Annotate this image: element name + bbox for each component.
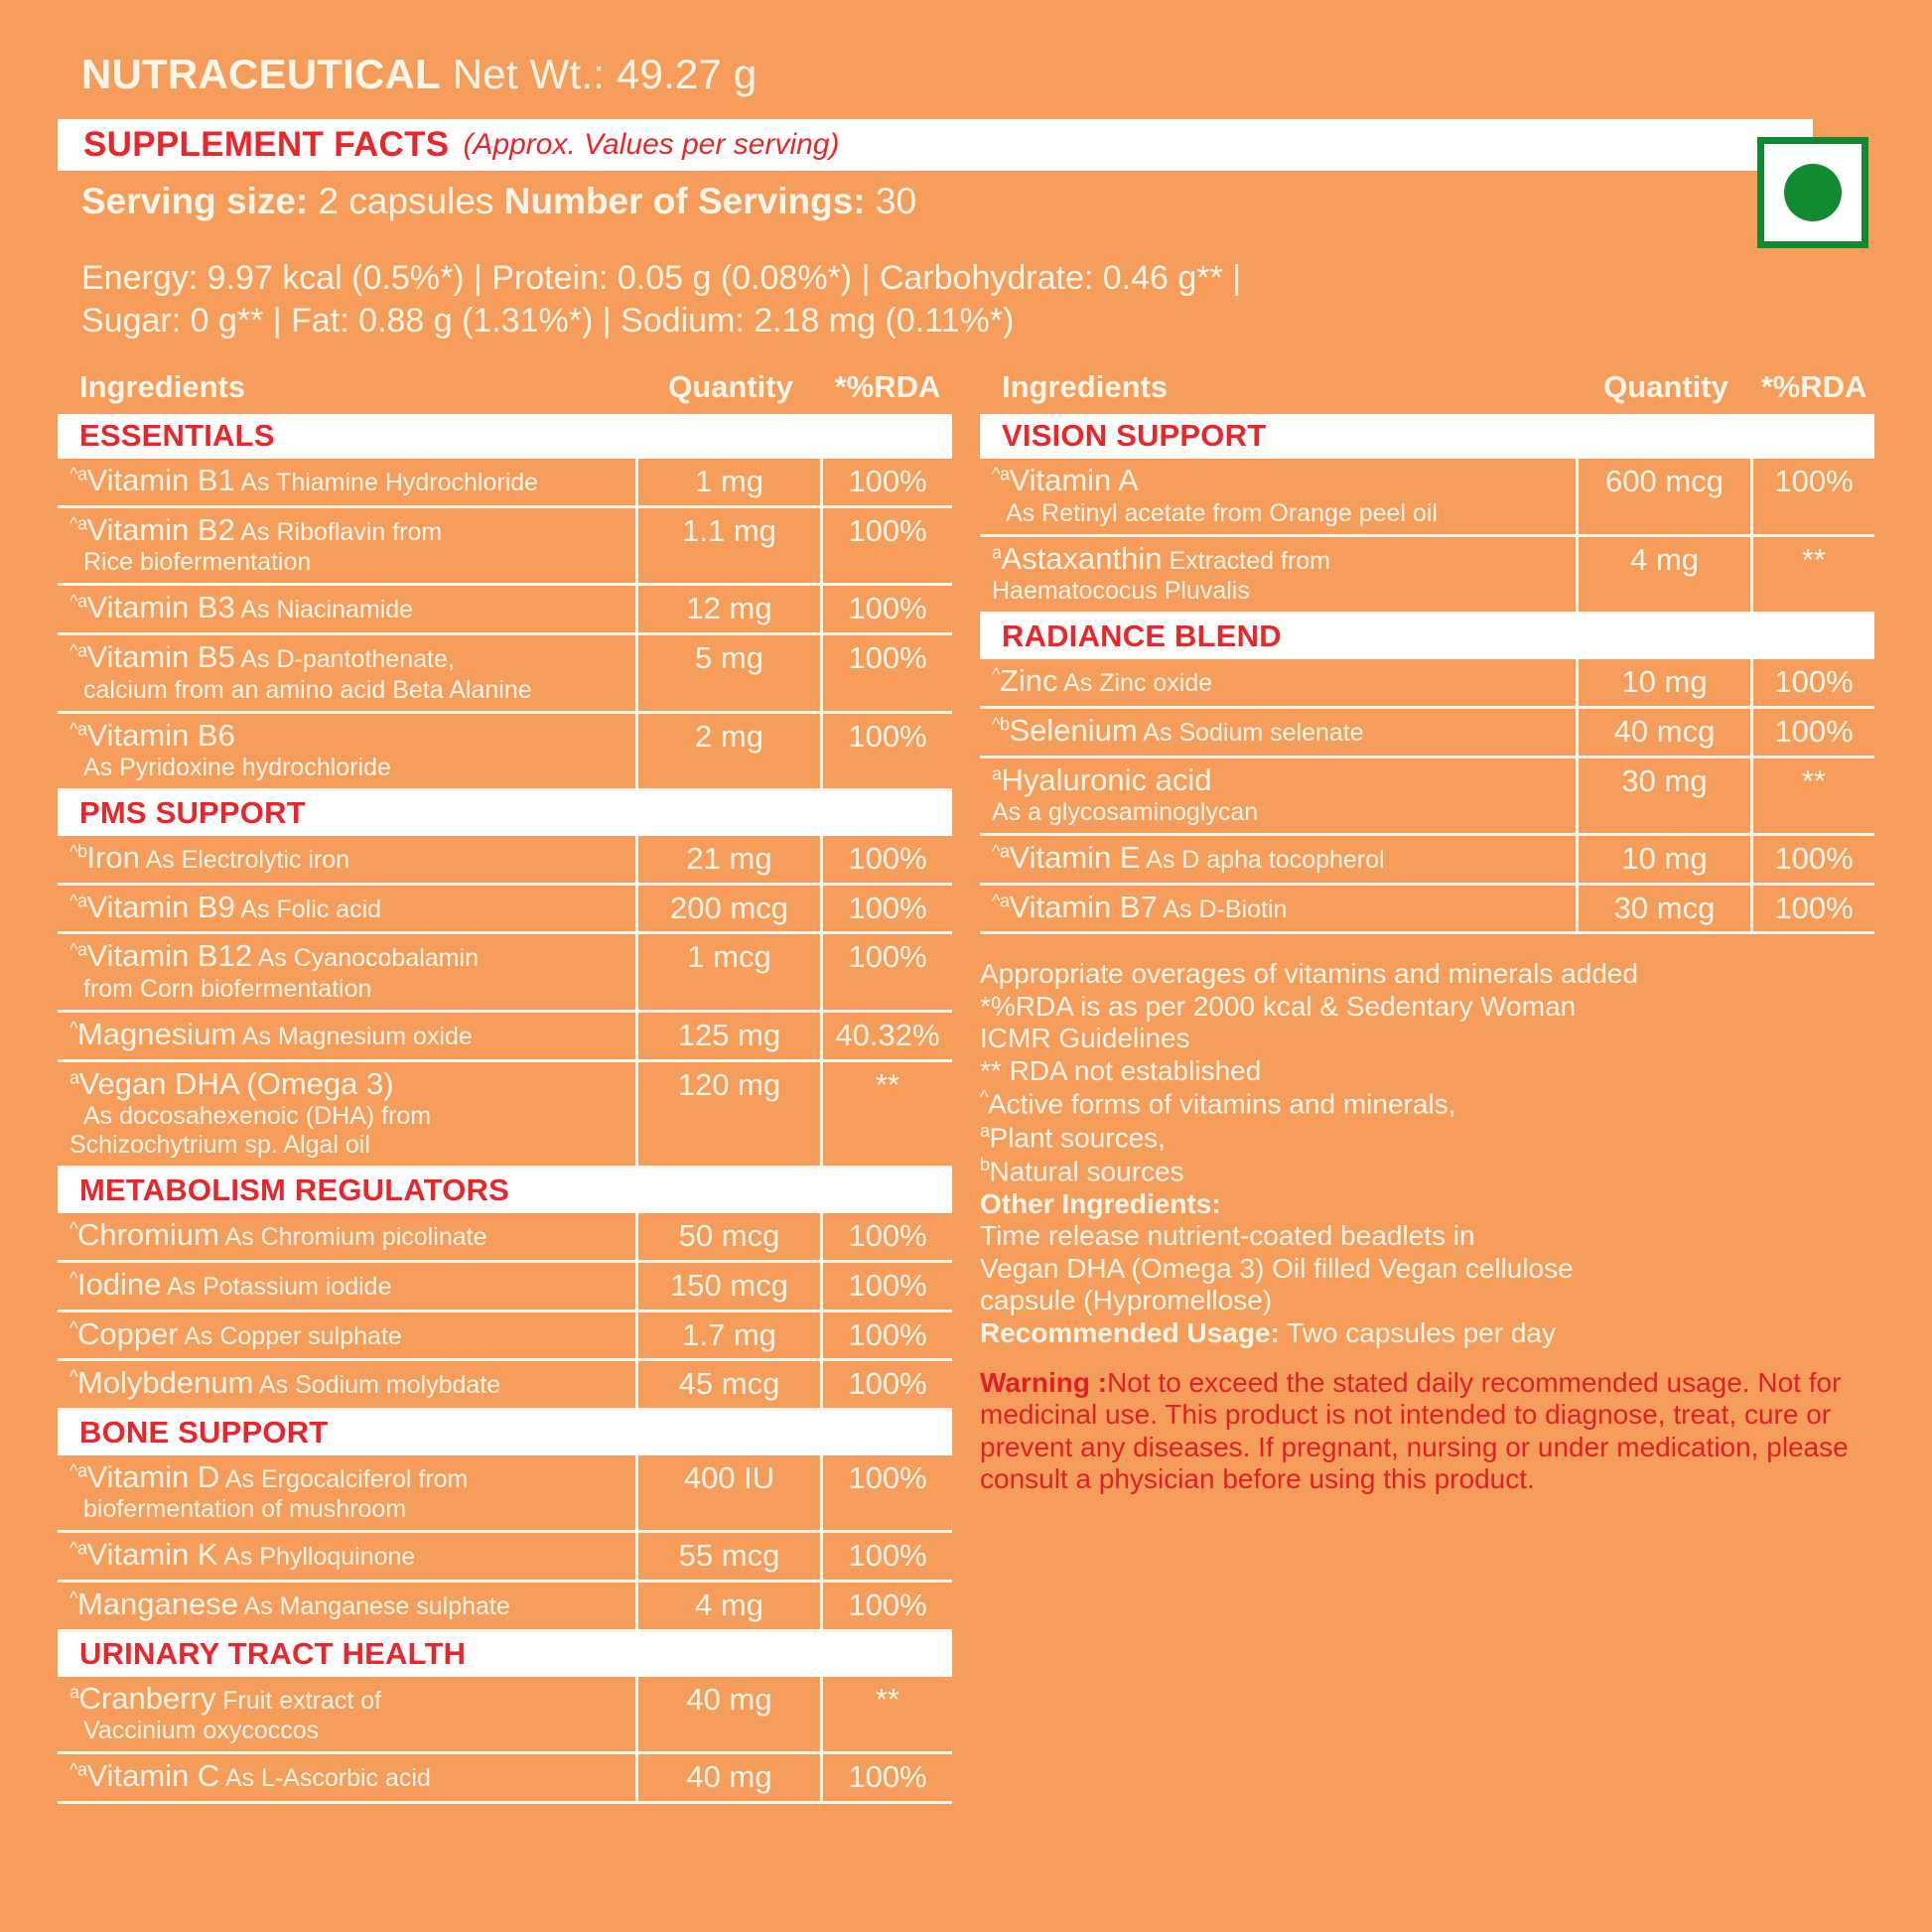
ingredient-name-cell [980, 759, 1579, 834]
ingredient-name: Magnesium [76, 1017, 237, 1051]
table-row [58, 586, 952, 635]
section-header [980, 615, 1874, 659]
ingredient-name-cell [58, 1213, 638, 1260]
header-ingredients-right: Ingredients [1002, 369, 1169, 404]
ingredient-description-line2: As docosahexenoic (DHA) from [83, 1102, 432, 1131]
rda-cell: 40.32% [835, 1018, 940, 1052]
nutrition-line-1: Energy: 9.97 kcal (0.5%*) | Protein: 0.05 g (0.08%*) | Carbohydrate: 0.46 g** | [81, 258, 1242, 297]
header-quantity-right: Quantity [1603, 369, 1728, 404]
ingredient-name: Copper [76, 1315, 179, 1351]
quantity-cell: 400 IU [638, 1455, 823, 1531]
source-marker-sup: ^ [69, 1316, 77, 1337]
ingredient-name-cell [58, 1361, 638, 1408]
ingredient-description: As Potassium iodide [161, 1272, 392, 1301]
source-marker-sup: ^b [69, 841, 87, 862]
ingredient-description: As Electrolytic iron [139, 846, 350, 875]
table-row [58, 836, 952, 886]
vegetarian-mark-icon [1757, 137, 1868, 248]
ingredient-description: As Sodium selenate [1137, 718, 1364, 747]
header-rda: *%RDA [834, 369, 941, 404]
quantity-cell: 30 mg [1579, 759, 1753, 834]
other-ingredients-line-2: Vegan DHA (Omega 3) Oil filled Vegan cellulose [980, 1252, 1574, 1284]
table-row [58, 934, 952, 1013]
quantity-cell: 1.7 mg [638, 1312, 823, 1359]
source-marker-sup: ^a [992, 891, 1010, 911]
ingredient-description: As Chromium picolinate [218, 1223, 487, 1252]
rda-cell: 100% [1774, 841, 1854, 877]
source-marker-sup: ^a [69, 464, 87, 484]
ingredient-name: Vitamin B3 [86, 590, 235, 625]
ingredient-description: As Riboflavin from [234, 517, 443, 546]
ingredient-name-cell [58, 1062, 638, 1167]
rda-cell: ** [1801, 762, 1827, 798]
ingredient-name: Hyaluronic acid [1001, 761, 1212, 797]
ingredient-name-cell [980, 709, 1579, 756]
serving-size-value: 2 capsules [318, 181, 494, 222]
ingredient-name: Iron [86, 840, 140, 876]
table-row [58, 1361, 952, 1411]
right-column-headers [980, 369, 1874, 414]
table-row [58, 886, 952, 935]
ingredient-description: As Manganese sulphate [237, 1592, 510, 1620]
ingredient-description-line3: Schizochytrium sp. Algal oil [69, 1131, 370, 1160]
product-category: NUTRACEUTICAL [81, 51, 441, 97]
source-marker-sup: a [69, 1066, 79, 1087]
section-title: RADIANCE BLEND [1002, 619, 1282, 654]
footnote-natural-sources [980, 1155, 1874, 1188]
quantity-cell: 1 mcg [638, 934, 823, 1010]
quantity-cell: 12 mg [638, 586, 823, 632]
table-row [58, 1312, 952, 1362]
source-marker-sup: ^ [69, 1366, 77, 1387]
table-row [58, 1754, 952, 1804]
ingredient-name-cell [58, 886, 638, 932]
ingredient-description: As Thiamine Hydrochloride [234, 469, 539, 496]
table-row [980, 459, 1874, 537]
ingredient-name: Selenium [1009, 712, 1138, 748]
ingredient-description: As Niacinamide [234, 596, 414, 624]
table-row [58, 1455, 952, 1534]
quantity-cell: 200 mcg [638, 886, 823, 932]
section-header [980, 414, 1874, 459]
footnote-icmr: ICMR Guidelines [980, 1023, 1190, 1054]
section-title: METABOLISM REGULATORS [79, 1173, 510, 1208]
rda-cell: 100% [1774, 664, 1854, 700]
header-rda-right: *%RDA [1760, 369, 1867, 404]
rda-cell: 100% [848, 1316, 927, 1352]
ingredient-name-cell [58, 1013, 638, 1059]
ingredient-name-cell [58, 1312, 638, 1359]
rda-cell: 100% [848, 890, 927, 925]
source-marker-sup: ^b [992, 714, 1010, 735]
ingredient-description-line2: As Pyridoxine hydrochloride [83, 754, 391, 782]
section-title: URINARY TRACT HEALTH [79, 1635, 467, 1671]
table-row [58, 459, 952, 508]
quantity-cell: 5 mg [638, 635, 823, 711]
source-marker-sup: ^a [69, 1759, 87, 1780]
table-row [58, 508, 952, 587]
nutrition-summary [81, 257, 1362, 344]
ingredient-name: Molybdenum [76, 1365, 254, 1401]
ingredient-name: Vitamin E [1009, 840, 1141, 876]
serving-info [81, 181, 1874, 223]
footnote-active-forms [980, 1087, 1874, 1121]
footnote-rda-basis: *%RDA is as per 2000 kcal & Sedentary Woman [980, 990, 1577, 1022]
source-marker-sup: ^a [69, 512, 87, 533]
source-marker-sup: ^a [69, 1460, 87, 1481]
ingredient-description: As Cyanocobalamin [252, 944, 479, 973]
rda-cell: ** [875, 1681, 900, 1717]
quantity-cell: 150 mcg [638, 1263, 823, 1310]
source-marker-sup: ^a [69, 591, 87, 612]
header-quantity: Quantity [668, 369, 793, 404]
section-header [58, 1632, 952, 1677]
table-row [58, 1213, 952, 1263]
ingredient-description: As Phylloquinone [217, 1543, 416, 1572]
veg-green-dot-icon [1784, 164, 1842, 221]
section-header [58, 414, 952, 459]
section-title: VISION SUPPORT [1002, 418, 1267, 453]
supplement-facts-subtitle: (Approx. Values per serving) [463, 128, 840, 162]
table-row [58, 1263, 952, 1312]
right-ingredient-table [980, 414, 1874, 934]
footnote-caret-sup: ^ [980, 1087, 988, 1108]
ingredient-name-cell [58, 586, 638, 632]
quantity-cell: 4 mg [638, 1583, 823, 1629]
table-row [58, 1533, 952, 1583]
ingredient-description: Fruit extract of [215, 1686, 382, 1715]
section-header [58, 1169, 952, 1213]
rda-cell: ** [875, 1066, 900, 1102]
rda-cell: 100% [848, 718, 927, 754]
ingredient-name-cell [980, 836, 1579, 883]
rda-cell: 100% [1774, 713, 1854, 749]
ingredient-description: As D-pantothenate, [234, 644, 455, 673]
warning-block [980, 1367, 1874, 1496]
quantity-cell: 2 mg [638, 714, 823, 789]
section-header [58, 791, 952, 836]
rda-cell: 100% [848, 1538, 927, 1574]
footnote-plant-sources [980, 1121, 1874, 1155]
quantity-cell: 600 mcg [1579, 459, 1753, 534]
footnote-plant-sources-text: Plant sources, [989, 1122, 1166, 1154]
quantity-cell: 10 mg [1579, 836, 1753, 883]
table-row [58, 1062, 952, 1170]
ingredient-name: Cranberry [78, 1680, 216, 1716]
section-header [58, 1411, 952, 1455]
product-category-line [81, 52, 1874, 97]
table-row [980, 709, 1874, 759]
ingredient-name-cell [980, 459, 1579, 534]
ingredient-name: Vitamin B12 [86, 938, 253, 974]
ingredient-name: Vitamin K [86, 1537, 218, 1573]
quantity-cell: 120 mg [638, 1062, 823, 1167]
quantity-cell: 30 mcg [1579, 886, 1753, 932]
ingredient-name: Vitamin A [1009, 463, 1139, 497]
ingredient-description-line2: biofermentation of mushroom [83, 1495, 407, 1524]
rda-cell: 100% [848, 841, 927, 877]
ingredient-name: Vitamin B6 [86, 717, 235, 753]
rda-cell: 100% [848, 591, 927, 626]
quantity-cell: 40 mg [638, 1677, 823, 1752]
ingredient-name-cell [980, 886, 1579, 932]
rda-cell: 100% [1774, 464, 1854, 498]
quantity-cell: 45 mcg [638, 1361, 823, 1408]
section-title: BONE SUPPORT [79, 1414, 329, 1449]
other-ingredients-label: Other Ingredients: [980, 1187, 1221, 1219]
ingredient-description: As Magnesium oxide [236, 1023, 473, 1050]
ingredient-description: As Copper sulphate [178, 1321, 402, 1350]
ingredient-name-cell [58, 1455, 638, 1531]
table-row [980, 886, 1874, 935]
ingredient-description-line2: Rice biofermentation [83, 548, 312, 577]
section-title: PMS SUPPORT [79, 795, 306, 831]
ingredient-name: Vitamin B7 [1009, 889, 1158, 924]
rda-cell: 100% [848, 1587, 927, 1622]
ingredient-name-cell [58, 508, 638, 584]
ingredient-name-cell [58, 635, 638, 711]
quantity-cell: 1.1 mg [638, 508, 823, 584]
ingredient-name: Astaxanthin [1001, 540, 1163, 576]
section-title: ESSENTIALS [79, 418, 275, 453]
rda-cell: 100% [1774, 890, 1854, 925]
recommended-usage-label: Recommended Usage: [980, 1316, 1280, 1348]
footnotes [980, 958, 1874, 1349]
ingredient-name: Vitamin B2 [86, 511, 235, 547]
table-row [980, 836, 1874, 886]
ingredient-name: Vitamin B5 [86, 638, 235, 674]
footnote-b-sup: b [980, 1154, 990, 1174]
ingredient-description-line2: Haematococus Pluvalis [992, 577, 1250, 606]
source-marker-sup: ^a [69, 640, 87, 661]
ingredient-name-cell [58, 459, 638, 505]
ingredient-name-cell [58, 836, 638, 883]
source-marker-sup: ^a [69, 939, 87, 960]
quantity-cell: 55 mcg [638, 1533, 823, 1580]
source-marker-sup: ^a [992, 464, 1010, 484]
quantity-cell: 10 mg [1579, 659, 1753, 706]
quantity-cell: 4 mg [1579, 537, 1753, 613]
ingredient-name: Vitamin B9 [86, 889, 235, 924]
footnote-natural-sources-text: Natural sources [989, 1156, 1184, 1187]
servings-count-value: 30 [875, 181, 917, 222]
ingredient-description-line2: Vaccinium oxycoccos [83, 1717, 320, 1745]
quantity-cell: 50 mcg [638, 1213, 823, 1260]
ingredient-name: Zinc [999, 663, 1058, 699]
ingredient-description: As Sodium molybdate [253, 1371, 501, 1400]
right-ingredient-column [980, 369, 1874, 1804]
ingredient-name-cell [980, 537, 1579, 613]
quantity-cell: 125 mg [638, 1013, 823, 1059]
source-marker-sup: ^a [69, 1538, 87, 1559]
ingredient-description: As D-Biotin [1157, 895, 1288, 923]
ingredient-name-cell [58, 1677, 638, 1752]
table-row [58, 1677, 952, 1755]
source-marker-sup: ^a [69, 718, 87, 739]
ingredient-name-cell [58, 934, 638, 1010]
table-row [980, 659, 1874, 709]
rda-cell: 100% [848, 1366, 927, 1402]
quantity-cell: 40 mg [638, 1754, 823, 1801]
ingredient-description: As Folic acid [234, 895, 382, 923]
source-marker-sup: ^ [69, 1587, 77, 1608]
recommended-usage-value: Two capsules per day [1287, 1316, 1556, 1348]
ingredient-columns [58, 369, 1874, 1804]
rda-cell: 100% [848, 464, 927, 498]
servings-count-label: Number of Servings: [503, 181, 866, 222]
serving-size-label: Serving size: [81, 181, 309, 222]
rda-cell: 100% [848, 1218, 927, 1254]
quantity-cell: 1 mg [638, 459, 823, 505]
ingredient-description: As Ergocalciferol from [219, 1464, 469, 1493]
ingredient-name: Manganese [76, 1587, 238, 1621]
table-row [58, 1013, 952, 1062]
supplement-facts-bar [58, 119, 1813, 171]
ingredient-description: As L-Ascorbic acid [219, 1764, 431, 1793]
warning-label: Warning : [980, 1366, 1108, 1398]
table-row [980, 759, 1874, 837]
ingredient-name: Vitamin D [86, 1458, 220, 1494]
left-column-headers [58, 369, 952, 414]
ingredient-name-cell [58, 1754, 638, 1801]
footnote-a-sup: a [980, 1121, 990, 1142]
recommended-usage [980, 1317, 1874, 1349]
ingredient-description: As D apha tocopherol [1140, 846, 1385, 875]
other-ingredients-line-1: Time release nutrient-coated beadlets in [980, 1220, 1475, 1252]
footnote-active-forms-text: Active forms of vitamins and minerals, [987, 1088, 1456, 1120]
left-ingredient-column [58, 369, 952, 1804]
net-weight: Net Wt.: 49.27 g [452, 51, 758, 97]
ingredient-name-cell [58, 1263, 638, 1310]
warning-text: Not to exceed the stated daily recommended usage. Not for medicinal use. This product is not intended to diagnose, treat, cure or prevent any diseases. If pregnant, nursing or under medication, please consult a physician before using this product. [980, 1366, 1849, 1495]
other-ingredients-line-3: capsule (Hypromellose) [980, 1285, 1273, 1316]
rda-cell: 100% [848, 1459, 927, 1495]
source-marker-sup: a [992, 762, 1002, 783]
ingredient-description-line2: As Retinyl acetate from Orange peel oil [1006, 498, 1438, 527]
table-row [58, 635, 952, 714]
ingredient-name-cell [58, 1533, 638, 1580]
ingredient-name: Vitamin B1 [86, 463, 235, 497]
table-row [58, 714, 952, 792]
ingredient-name: Vegan DHA (Omega 3) [78, 1065, 394, 1101]
source-marker-sup: ^ [992, 664, 1000, 685]
source-marker-sup: ^ [69, 1018, 77, 1038]
ingredient-name-cell [58, 714, 638, 789]
rda-cell: 100% [848, 1759, 927, 1795]
ingredient-description-line2: from Corn biofermentation [83, 975, 372, 1003]
nutrition-line-2: Sugar: 0 g** | Fat: 0.88 g (1.31%*) | Sodium: 2.18 mg (0.11%*) [81, 302, 1015, 341]
table-row [58, 1583, 952, 1632]
ingredient-name: Vitamin C [86, 1758, 220, 1794]
source-marker-sup: ^ [69, 1268, 77, 1289]
rda-cell: ** [1801, 541, 1827, 577]
ingredient-name: Iodine [76, 1266, 162, 1302]
rda-cell: 100% [848, 939, 927, 975]
source-marker-sup: ^ [69, 1218, 77, 1239]
ingredient-description-line2: calcium from an amino acid Beta Alanine [83, 675, 532, 704]
footnote-rda-not-established: ** RDA not established [980, 1054, 1262, 1086]
header-ingredients: Ingredients [79, 369, 246, 404]
rda-cell: 100% [848, 512, 927, 548]
ingredient-name: Chromium [76, 1217, 219, 1253]
source-marker-sup: ^a [992, 841, 1010, 862]
rda-cell: 100% [848, 1267, 927, 1303]
ingredient-description: As Zinc oxide [1057, 669, 1213, 698]
rda-cell: 100% [848, 639, 927, 675]
source-marker-sup: a [992, 541, 1002, 562]
ingredient-description: Extracted from [1162, 546, 1331, 575]
left-ingredient-table [58, 414, 952, 1804]
quantity-cell: 40 mcg [1579, 709, 1753, 756]
ingredient-name-cell [980, 659, 1579, 706]
quantity-cell: 21 mg [638, 836, 823, 883]
ingredient-description-line2: As a glycosaminoglycan [992, 798, 1259, 827]
ingredient-name-cell [58, 1583, 638, 1629]
footnote-overages: Appropriate overages of vitamins and minerals added [980, 958, 1639, 990]
source-marker-sup: ^a [69, 891, 87, 911]
source-marker-sup: a [69, 1681, 79, 1702]
supplement-facts-title: SUPPLEMENT FACTS [83, 125, 450, 165]
table-row [980, 537, 1874, 616]
